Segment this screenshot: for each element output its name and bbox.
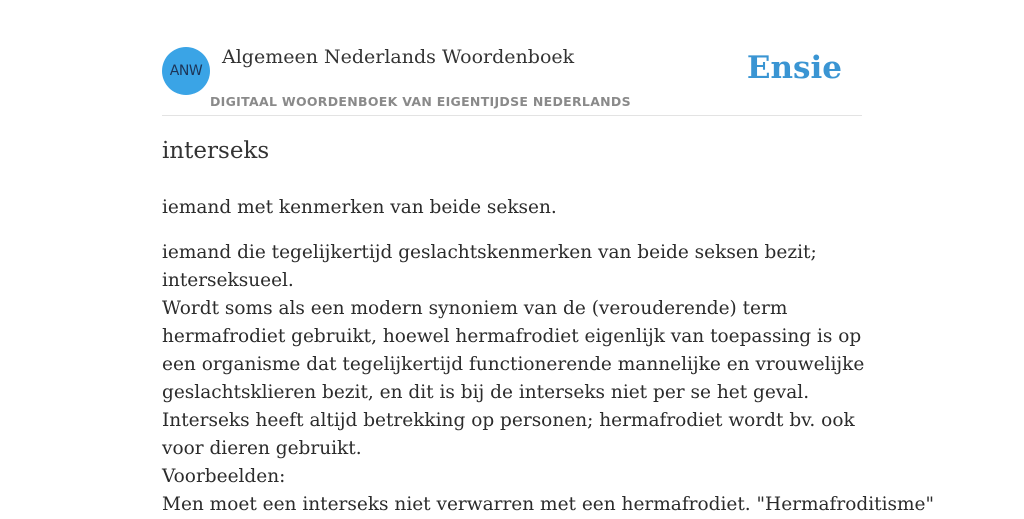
usage-note: Wordt soms als een modern synoniem van de (verouderende) term hermafrodiet gebruikt, hoewel hermafrodiet eigenlijk van toepassing is op een organisme dat tegelijkertijd functionerende mannelijke en vrouwelijke geslachtsklieren bezit, en dit is bij de interseks niet per se het geval. Interseks heeft altijd betrekking op personen; hermafrodiet wordt bv. ook voor dieren gebruikt. bbox=[162, 298, 865, 459]
anw-logo[interactable]: ANW bbox=[162, 47, 210, 95]
site-header bbox=[162, 0, 862, 116]
entry-definition bbox=[162, 239, 867, 463]
site-title[interactable]: Algemeen Nederlands Woordenboek bbox=[222, 46, 575, 68]
page bbox=[162, 0, 934, 515]
definition-text: iemand die tegelijkertijd geslachtskenmerken van beide seksen bezit; interseksueel. bbox=[162, 242, 817, 291]
ensie-brand-logo[interactable]: Ensie bbox=[746, 50, 842, 86]
entry-summary: iemand met kenmerken van beide seksen. bbox=[162, 197, 557, 218]
page-title: interseks bbox=[162, 138, 270, 164]
examples-section bbox=[162, 463, 934, 519]
example-text: Men moet een interseks niet verwarren met een hermafrodiet. "Hermafroditisme" bbox=[162, 494, 934, 515]
site-subtitle: DIGITAAL WOORDENBOEK VAN EIGENTIJDSE NEDERLANDS bbox=[210, 94, 631, 109]
examples-label: Voorbeelden: bbox=[162, 466, 286, 487]
